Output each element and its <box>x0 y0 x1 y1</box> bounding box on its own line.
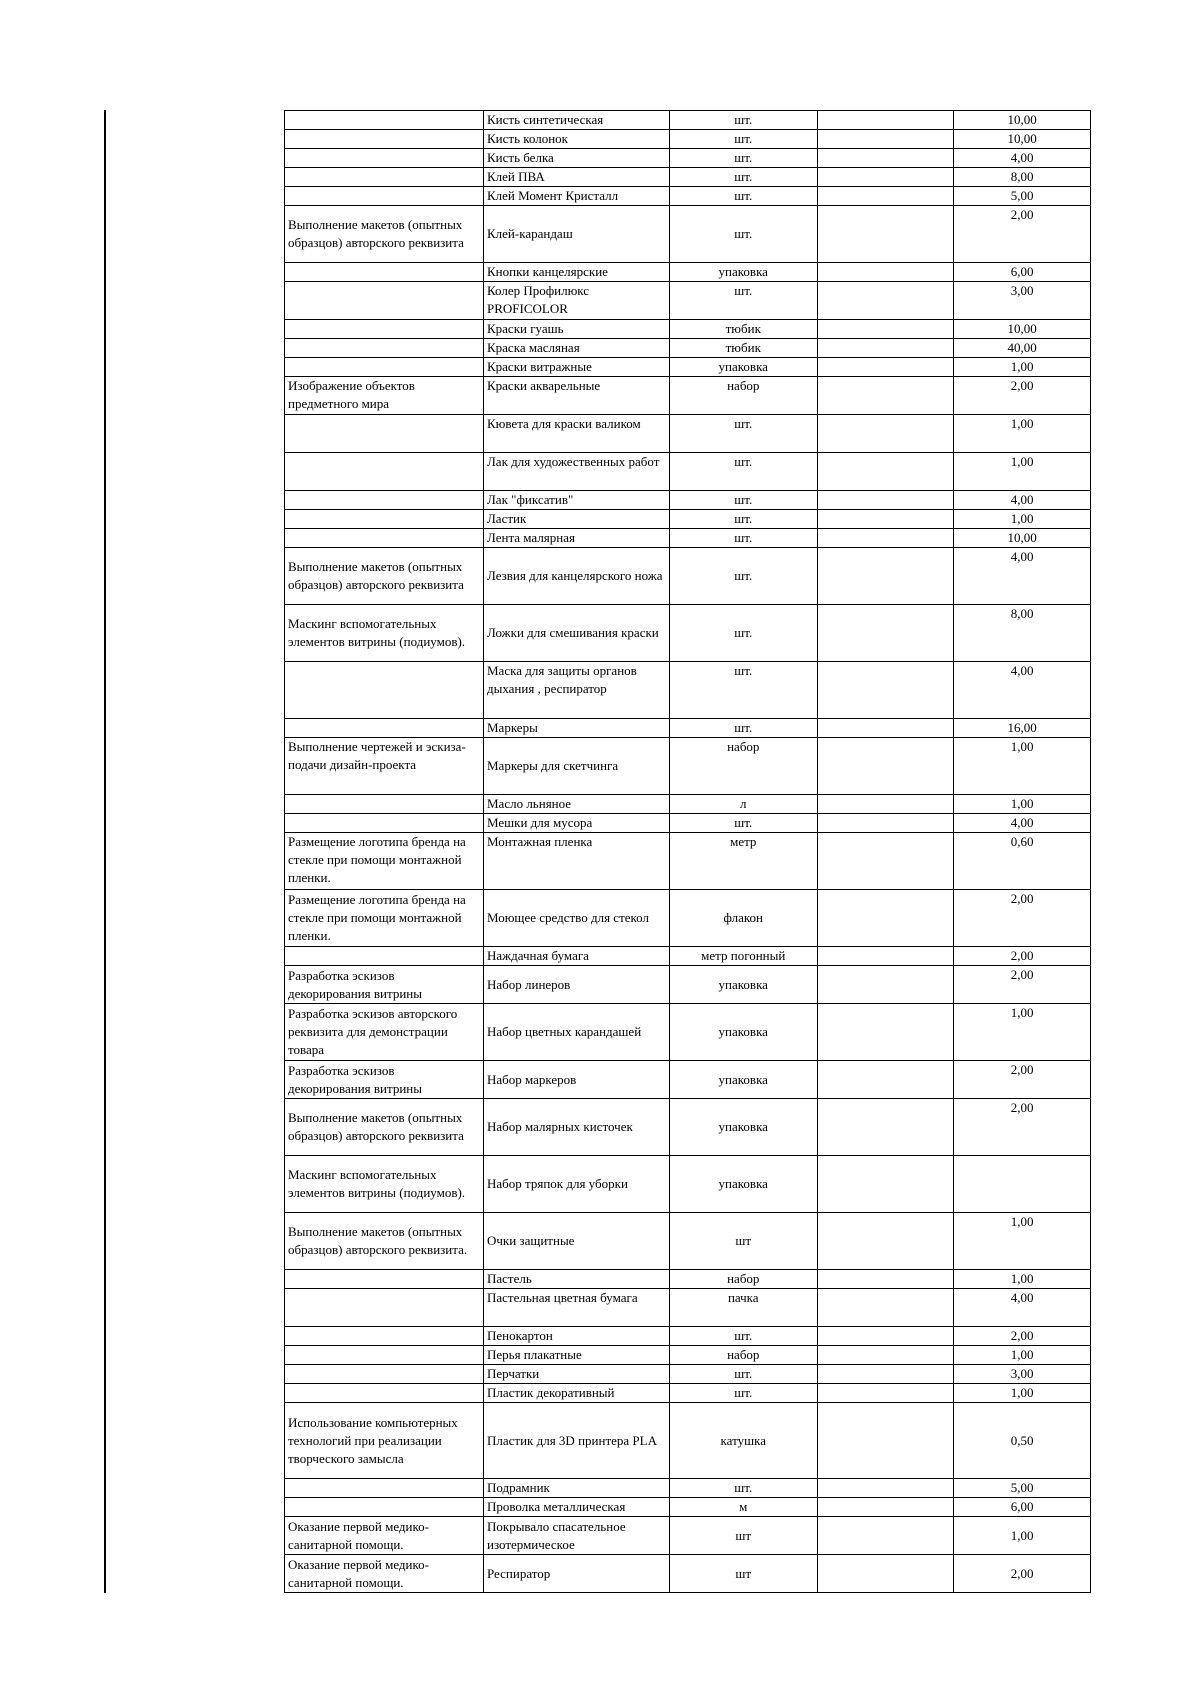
cell-blank <box>817 1498 954 1517</box>
table-row <box>285 1327 1091 1346</box>
table-row <box>285 377 1091 415</box>
table-row <box>285 1384 1091 1403</box>
cell-blank <box>817 890 954 947</box>
cell-unit: упаковка <box>669 1004 817 1061</box>
cell-quantity: 1,00 <box>954 358 1091 377</box>
cell-item-name: Кисть колонок <box>483 130 669 149</box>
cell-blank <box>817 1517 954 1555</box>
table-row <box>285 1365 1091 1384</box>
cell-blank <box>817 814 954 833</box>
cell-quantity: 3,00 <box>954 282 1091 320</box>
table-row <box>285 1403 1091 1479</box>
cell-unit: шт. <box>669 605 817 662</box>
cell-blank <box>817 1403 954 1479</box>
cell-quantity <box>954 1156 1091 1213</box>
cell-usage <box>285 1346 484 1365</box>
table-row <box>285 947 1091 966</box>
cell-item-name: Перья плакатные <box>483 1346 669 1365</box>
cell-unit: шт. <box>669 662 817 719</box>
cell-unit: метр погонный <box>669 947 817 966</box>
cell-item-name: Очки защитные <box>483 1213 669 1270</box>
cell-unit: шт. <box>669 149 817 168</box>
cell-item-name: Лента малярная <box>483 529 669 548</box>
cell-unit: пачка <box>669 1289 817 1327</box>
cell-item-name: Мешки для мусора <box>483 814 669 833</box>
cell-unit: катушка <box>669 1403 817 1479</box>
table-row <box>285 1270 1091 1289</box>
cell-quantity: 5,00 <box>954 187 1091 206</box>
cell-unit: тюбик <box>669 320 817 339</box>
cell-usage <box>285 168 484 187</box>
cell-unit: набор <box>669 1270 817 1289</box>
cell-usage <box>285 719 484 738</box>
cell-unit: шт. <box>669 168 817 187</box>
cell-quantity: 1,00 <box>954 1004 1091 1061</box>
cell-usage <box>285 1479 484 1498</box>
table-row <box>285 1213 1091 1270</box>
cell-item-name: Набор тряпок для уборки <box>483 1156 669 1213</box>
cell-quantity: 8,00 <box>954 605 1091 662</box>
cell-usage: Оказание первой медико-санитарной помощи. <box>285 1555 484 1593</box>
cell-blank <box>817 320 954 339</box>
cell-blank <box>817 282 954 320</box>
cell-item-name: Пластик декоративный <box>483 1384 669 1403</box>
cell-quantity: 2,00 <box>954 966 1091 1004</box>
cell-item-name: Набор маркеров <box>483 1061 669 1099</box>
cell-usage: Размещение логотипа бренда на стекле при помощи монтажной пленки. <box>285 833 484 890</box>
cell-blank <box>817 1327 954 1346</box>
cell-unit: шт <box>669 1517 817 1555</box>
cell-unit: шт <box>669 1213 817 1270</box>
cell-unit: шт. <box>669 1327 817 1346</box>
cell-blank <box>817 491 954 510</box>
cell-quantity: 40,00 <box>954 339 1091 358</box>
cell-usage <box>285 1384 484 1403</box>
cell-item-name: Краска масляная <box>483 339 669 358</box>
table-row <box>285 890 1091 947</box>
cell-blank <box>817 966 954 1004</box>
cell-item-name: Пенокартон <box>483 1327 669 1346</box>
cell-usage <box>285 1365 484 1384</box>
margin-line <box>104 110 106 1593</box>
table-row <box>285 1289 1091 1327</box>
cell-usage <box>285 453 484 491</box>
cell-quantity: 1,00 <box>954 1384 1091 1403</box>
materials-table <box>284 110 1091 1593</box>
cell-unit: шт. <box>669 206 817 263</box>
cell-usage: Разработка эскизов декорирования витрины <box>285 966 484 1004</box>
cell-blank <box>817 1289 954 1327</box>
cell-blank <box>817 1479 954 1498</box>
cell-item-name: Масло льняное <box>483 795 669 814</box>
cell-quantity: 3,00 <box>954 1365 1091 1384</box>
cell-usage <box>285 149 484 168</box>
cell-quantity: 10,00 <box>954 111 1091 130</box>
cell-quantity: 2,00 <box>954 1327 1091 1346</box>
cell-item-name: Моющее средство для стекол <box>483 890 669 947</box>
cell-usage <box>285 358 484 377</box>
cell-quantity: 1,00 <box>954 453 1091 491</box>
materials-table-body <box>285 111 1091 1593</box>
cell-item-name: Проволка металлическая <box>483 1498 669 1517</box>
cell-quantity: 2,00 <box>954 1555 1091 1593</box>
table-row <box>285 548 1091 605</box>
table-row <box>285 1346 1091 1365</box>
table-row <box>285 529 1091 548</box>
cell-item-name: Маска для защиты органов дыхания , респиратор <box>483 662 669 719</box>
cell-unit: упаковка <box>669 966 817 1004</box>
cell-unit: флакон <box>669 890 817 947</box>
cell-blank <box>817 1555 954 1593</box>
cell-item-name: Монтажная пленка <box>483 833 669 890</box>
cell-unit: шт. <box>669 130 817 149</box>
cell-usage <box>285 187 484 206</box>
cell-blank <box>817 1365 954 1384</box>
cell-blank <box>817 1099 954 1156</box>
cell-item-name: Пастель <box>483 1270 669 1289</box>
cell-usage: Использование компьютерных технологий при реализации творческого замысла <box>285 1403 484 1479</box>
table-row <box>285 415 1091 453</box>
cell-item-name: Колер Профилюкс PROFICOLOR <box>483 282 669 320</box>
table-row <box>285 833 1091 890</box>
cell-blank <box>817 1213 954 1270</box>
cell-quantity: 2,00 <box>954 1099 1091 1156</box>
table-row <box>285 168 1091 187</box>
cell-usage <box>285 510 484 529</box>
cell-blank <box>817 605 954 662</box>
cell-blank <box>817 795 954 814</box>
cell-blank <box>817 548 954 605</box>
cell-usage <box>285 339 484 358</box>
table-row <box>285 719 1091 738</box>
table-row <box>285 111 1091 130</box>
cell-blank <box>817 187 954 206</box>
cell-item-name: Маркеры <box>483 719 669 738</box>
cell-blank <box>817 1156 954 1213</box>
table-row <box>285 1061 1091 1099</box>
cell-blank <box>817 111 954 130</box>
cell-quantity: 10,00 <box>954 320 1091 339</box>
cell-unit: тюбик <box>669 339 817 358</box>
cell-quantity: 1,00 <box>954 1270 1091 1289</box>
cell-unit: шт. <box>669 510 817 529</box>
cell-blank <box>817 453 954 491</box>
table-row <box>285 1498 1091 1517</box>
table-row <box>285 1099 1091 1156</box>
table-row <box>285 510 1091 529</box>
cell-usage <box>285 111 484 130</box>
cell-usage <box>285 320 484 339</box>
cell-quantity: 0,60 <box>954 833 1091 890</box>
cell-blank <box>817 415 954 453</box>
cell-item-name: Лак для художественных работ <box>483 453 669 491</box>
table-row <box>285 1004 1091 1061</box>
cell-unit: шт. <box>669 111 817 130</box>
cell-item-name: Кисть белка <box>483 149 669 168</box>
table-row <box>285 453 1091 491</box>
table-row <box>285 966 1091 1004</box>
cell-quantity: 1,00 <box>954 1213 1091 1270</box>
cell-blank <box>817 263 954 282</box>
cell-unit: упаковка <box>669 263 817 282</box>
cell-usage: Маскинг вспомогательных элементов витрины (подиумов). <box>285 605 484 662</box>
cell-item-name: Лак "фиксатив" <box>483 491 669 510</box>
cell-unit: набор <box>669 377 817 415</box>
table-row <box>285 814 1091 833</box>
cell-usage <box>285 795 484 814</box>
cell-unit: шт. <box>669 814 817 833</box>
cell-quantity: 1,00 <box>954 415 1091 453</box>
cell-item-name: Маркеры для скетчинга <box>483 738 669 795</box>
table-row <box>285 320 1091 339</box>
cell-item-name: Набор малярных кисточек <box>483 1099 669 1156</box>
cell-unit: шт <box>669 1555 817 1593</box>
cell-quantity: 4,00 <box>954 814 1091 833</box>
cell-unit: шт. <box>669 491 817 510</box>
cell-quantity: 4,00 <box>954 149 1091 168</box>
cell-quantity: 5,00 <box>954 1479 1091 1498</box>
cell-unit: шт. <box>669 529 817 548</box>
cell-item-name: Подрамник <box>483 1479 669 1498</box>
cell-blank <box>817 1384 954 1403</box>
cell-unit: шт. <box>669 1479 817 1498</box>
table-row <box>285 1479 1091 1498</box>
cell-item-name: Пастельная цветная бумага <box>483 1289 669 1327</box>
cell-item-name: Лезвия для канцелярского ножа <box>483 548 669 605</box>
table-row <box>285 1156 1091 1213</box>
cell-quantity: 1,00 <box>954 738 1091 795</box>
cell-unit: набор <box>669 738 817 795</box>
cell-blank <box>817 149 954 168</box>
cell-item-name: Клей Момент Кристалл <box>483 187 669 206</box>
cell-unit: упаковка <box>669 1061 817 1099</box>
cell-blank <box>817 377 954 415</box>
cell-blank <box>817 1270 954 1289</box>
table-row <box>285 130 1091 149</box>
cell-quantity: 8,00 <box>954 168 1091 187</box>
cell-quantity: 1,00 <box>954 1346 1091 1365</box>
cell-item-name: Кисть синтетическая <box>483 111 669 130</box>
cell-unit: шт. <box>669 453 817 491</box>
cell-usage <box>285 130 484 149</box>
cell-usage <box>285 529 484 548</box>
cell-unit: набор <box>669 1346 817 1365</box>
cell-usage: Оказание первой медико-санитарной помощи. <box>285 1517 484 1555</box>
cell-usage <box>285 415 484 453</box>
cell-blank <box>817 339 954 358</box>
cell-blank <box>817 1346 954 1365</box>
cell-quantity: 6,00 <box>954 1498 1091 1517</box>
cell-blank <box>817 738 954 795</box>
cell-usage <box>285 1270 484 1289</box>
cell-blank <box>817 130 954 149</box>
cell-usage <box>285 282 484 320</box>
cell-blank <box>817 168 954 187</box>
cell-blank <box>817 1004 954 1061</box>
cell-blank <box>817 510 954 529</box>
cell-item-name: Кювета для краски валиком <box>483 415 669 453</box>
cell-quantity: 2,00 <box>954 1061 1091 1099</box>
table-row <box>285 738 1091 795</box>
cell-usage <box>285 1289 484 1327</box>
table-row <box>285 339 1091 358</box>
cell-unit: шт. <box>669 548 817 605</box>
cell-usage: Разработка эскизов авторского реквизита для демонстрации товара <box>285 1004 484 1061</box>
cell-usage: Изображение объектов предметного мира <box>285 377 484 415</box>
cell-usage: Выполнение макетов (опытных образцов) авторского реквизита <box>285 206 484 263</box>
cell-unit: шт. <box>669 282 817 320</box>
table-row <box>285 187 1091 206</box>
cell-blank <box>817 206 954 263</box>
cell-quantity: 2,00 <box>954 947 1091 966</box>
cell-item-name: Краски акварельные <box>483 377 669 415</box>
cell-unit: упаковка <box>669 1099 817 1156</box>
cell-item-name: Краски гуашь <box>483 320 669 339</box>
cell-usage <box>285 814 484 833</box>
cell-usage: Разработка эскизов декорирования витрины <box>285 1061 484 1099</box>
cell-blank <box>817 358 954 377</box>
cell-unit: л <box>669 795 817 814</box>
table-row <box>285 263 1091 282</box>
cell-quantity: 2,00 <box>954 890 1091 947</box>
cell-usage <box>285 491 484 510</box>
cell-item-name: Краски витражные <box>483 358 669 377</box>
cell-item-name: Кнопки канцелярские <box>483 263 669 282</box>
cell-item-name: Набор линеров <box>483 966 669 1004</box>
cell-usage: Выполнение чертежей и эскиза-подачи дизайн-проекта <box>285 738 484 795</box>
table-row <box>285 491 1091 510</box>
cell-usage: Выполнение макетов (опытных образцов) авторского реквизита <box>285 548 484 605</box>
cell-item-name: Клей-карандаш <box>483 206 669 263</box>
cell-usage: Выполнение макетов (опытных образцов) авторского реквизита. <box>285 1213 484 1270</box>
cell-unit: метр <box>669 833 817 890</box>
cell-quantity: 4,00 <box>954 491 1091 510</box>
cell-quantity: 1,00 <box>954 510 1091 529</box>
table-row <box>285 358 1091 377</box>
cell-usage <box>285 947 484 966</box>
cell-blank <box>817 1061 954 1099</box>
cell-usage <box>285 1327 484 1346</box>
cell-quantity: 4,00 <box>954 662 1091 719</box>
cell-unit: шт. <box>669 1365 817 1384</box>
table-row <box>285 795 1091 814</box>
cell-usage <box>285 662 484 719</box>
cell-quantity: 1,00 <box>954 1517 1091 1555</box>
cell-unit: м <box>669 1498 817 1517</box>
cell-usage <box>285 263 484 282</box>
cell-usage: Размещение логотипа бренда на стекле при помощи монтажной пленки. <box>285 890 484 947</box>
cell-item-name: Покрывало спасательное изотермическое <box>483 1517 669 1555</box>
table-row <box>285 605 1091 662</box>
cell-item-name: Ластик <box>483 510 669 529</box>
cell-unit: шт. <box>669 187 817 206</box>
cell-quantity: 0,50 <box>954 1403 1091 1479</box>
cell-quantity: 10,00 <box>954 529 1091 548</box>
table-row <box>285 282 1091 320</box>
cell-usage: Маскинг вспомогательных элементов витрины (подиумов). <box>285 1156 484 1213</box>
cell-item-name: Клей ПВА <box>483 168 669 187</box>
cell-quantity: 2,00 <box>954 206 1091 263</box>
cell-quantity: 1,00 <box>954 795 1091 814</box>
cell-quantity: 4,00 <box>954 548 1091 605</box>
cell-blank <box>817 529 954 548</box>
table-row <box>285 662 1091 719</box>
cell-blank <box>817 947 954 966</box>
cell-item-name: Пластик для 3D принтера PLA <box>483 1403 669 1479</box>
cell-quantity: 6,00 <box>954 263 1091 282</box>
cell-item-name: Наждачная бумага <box>483 947 669 966</box>
cell-item-name: Набор цветных карандашей <box>483 1004 669 1061</box>
cell-usage <box>285 1498 484 1517</box>
cell-quantity: 2,00 <box>954 377 1091 415</box>
cell-quantity: 4,00 <box>954 1289 1091 1327</box>
cell-usage: Выполнение макетов (опытных образцов) авторского реквизита <box>285 1099 484 1156</box>
cell-unit: шт. <box>669 1384 817 1403</box>
cell-quantity: 16,00 <box>954 719 1091 738</box>
cell-unit: упаковка <box>669 1156 817 1213</box>
cell-quantity: 10,00 <box>954 130 1091 149</box>
cell-unit: шт. <box>669 415 817 453</box>
cell-unit: шт. <box>669 719 817 738</box>
table-row <box>285 1555 1091 1593</box>
table-row <box>285 206 1091 263</box>
table-row <box>285 149 1091 168</box>
cell-blank <box>817 833 954 890</box>
cell-unit: упаковка <box>669 358 817 377</box>
cell-item-name: Ложки для смешивания краски <box>483 605 669 662</box>
cell-blank <box>817 719 954 738</box>
cell-blank <box>817 662 954 719</box>
cell-item-name: Перчатки <box>483 1365 669 1384</box>
table-row <box>285 1517 1091 1555</box>
cell-item-name: Респиратор <box>483 1555 669 1593</box>
